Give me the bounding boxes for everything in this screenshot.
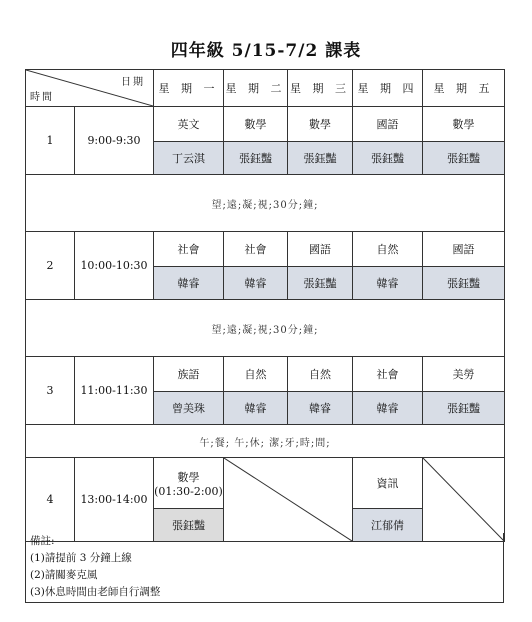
- subject-cell: 國語: [288, 232, 353, 267]
- teacher-cell: 韓睿: [288, 392, 353, 425]
- teacher-cell: 張鈺豔: [224, 142, 288, 175]
- subject-cell: 社會: [154, 232, 224, 267]
- day-header-wed: 星 期 三: [288, 70, 353, 107]
- empty-slot: [224, 458, 353, 542]
- period-number: 4: [26, 458, 75, 542]
- day-header-mon: 星 期 一: [154, 70, 224, 107]
- notes-box: [25, 533, 504, 603]
- corner-cell: [26, 70, 154, 107]
- subject-cell: 自然: [288, 357, 353, 392]
- day-header-thu: 星 期 四: [353, 70, 423, 107]
- subject-cell: 美勞: [423, 357, 505, 392]
- period-3-subject-row: [26, 357, 505, 392]
- teacher-cell: 張鈺豔: [423, 142, 505, 175]
- period-time: 9:00-9:30: [75, 107, 154, 175]
- break-row-2: [26, 300, 505, 357]
- note-item: (1)請提前 3 分鐘上線: [30, 552, 132, 564]
- empty-slot: [423, 458, 505, 542]
- lunch-row: [26, 425, 505, 458]
- subject-cell: 數學: [288, 107, 353, 142]
- teacher-cell: 韓睿: [353, 267, 423, 300]
- time-label: 時間: [30, 92, 54, 103]
- teacher-cell: 張鈺豔: [423, 392, 505, 425]
- period-number: 1: [26, 107, 75, 175]
- day-header-tue: 星 期 二: [224, 70, 288, 107]
- notes-heading: 備註:: [30, 535, 55, 547]
- teacher-cell: 韓睿: [224, 267, 288, 300]
- break-row-1: [26, 175, 505, 232]
- lunch-text: 午;餐; 午;休; 潔;牙;時;間;: [26, 425, 505, 458]
- subject-cell: 自然: [353, 232, 423, 267]
- break-text: 望;遠;凝;視;30分;鐘;: [26, 300, 505, 357]
- subject-cell: 國語: [423, 232, 505, 267]
- subject-cell: [154, 458, 224, 509]
- period-number: 3: [26, 357, 75, 425]
- subject-cell: 英文: [154, 107, 224, 142]
- break-text: 望;遠;凝;視;30分;鐘;: [26, 175, 505, 232]
- teacher-cell: 張鈺豔: [154, 509, 224, 542]
- subject-cell: 社會: [224, 232, 288, 267]
- subject-cell: 國語: [353, 107, 423, 142]
- teacher-cell: 韓睿: [353, 392, 423, 425]
- teacher-cell: 張鈺豔: [288, 142, 353, 175]
- teacher-cell: 張鈺豔: [353, 142, 423, 175]
- subject-time-note: (01:30-2:00): [154, 484, 223, 498]
- period-time: 11:00-11:30: [75, 357, 154, 425]
- period-4-subject-row: [26, 458, 505, 509]
- subject-cell: 數學: [224, 107, 288, 142]
- empty-slot-diagonal: [224, 458, 352, 541]
- subject-cell: 族語: [154, 357, 224, 392]
- teacher-cell: 張鈺豔: [423, 267, 505, 300]
- teacher-cell: 江郁倩: [353, 509, 423, 542]
- note-item: (2)請關麥克風: [30, 569, 98, 581]
- subject-name: 數學: [177, 470, 200, 484]
- note-item: (3)休息時間由老師自行調整: [30, 586, 161, 598]
- empty-slot-diagonal: [423, 458, 504, 541]
- page-title: 四年級 5/15-7/2 課表: [170, 41, 362, 61]
- period-number: 2: [26, 232, 75, 300]
- teacher-cell: 張鈺豔: [288, 267, 353, 300]
- period-time: 10:00-10:30: [75, 232, 154, 300]
- subject-cell: 資訊: [353, 458, 423, 509]
- subject-cell: 自然: [224, 357, 288, 392]
- teacher-cell: 曾美珠: [154, 392, 224, 425]
- date-label: 日期: [121, 77, 145, 88]
- period-1-subject-row: [26, 107, 505, 142]
- header-row: [26, 70, 505, 107]
- teacher-cell: 韓睿: [224, 392, 288, 425]
- day-header-fri: 星 期 五: [423, 70, 505, 107]
- subject-cell: 數學: [423, 107, 505, 142]
- teacher-cell: 丁云淇: [154, 142, 224, 175]
- schedule-table: [25, 69, 505, 542]
- period-time: 13:00-14:00: [75, 458, 154, 542]
- teacher-cell: 韓睿: [154, 267, 224, 300]
- subject-cell: 社會: [353, 357, 423, 392]
- period-2-subject-row: [26, 232, 505, 267]
